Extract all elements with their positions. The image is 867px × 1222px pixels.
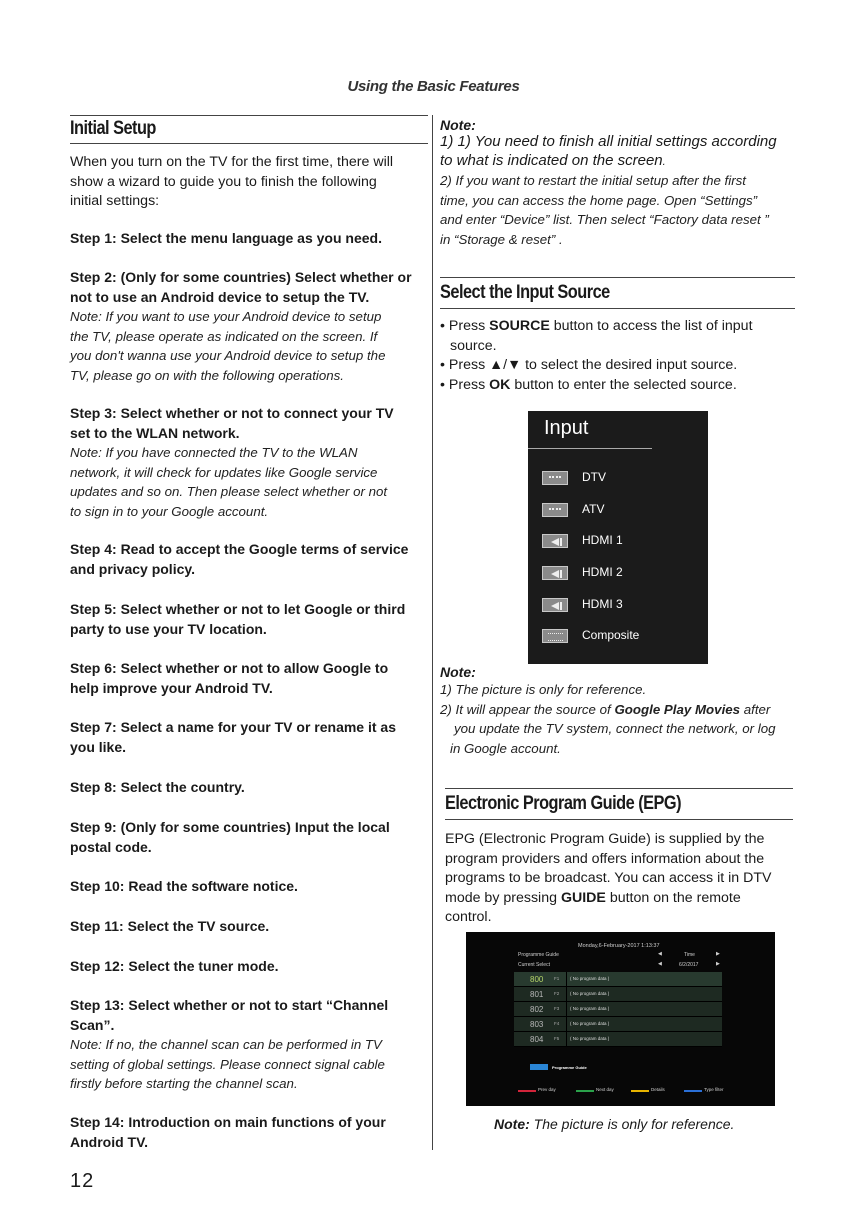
epg-program-text: ( No program data ) bbox=[570, 1036, 610, 1041]
epg-channel-row bbox=[514, 1017, 722, 1032]
menu-item-label: HDMI 1 bbox=[582, 533, 623, 547]
epg-program-text: ( No program data ) bbox=[570, 976, 610, 981]
note-line-google bbox=[440, 700, 840, 720]
epg-channel-row bbox=[514, 1002, 722, 1017]
step-9 bbox=[70, 818, 432, 857]
step-note-line: the TV, please operate as indicated on the screen. If bbox=[70, 328, 378, 344]
epg-row-separator bbox=[566, 1017, 567, 1031]
intro-line: initial settings: bbox=[70, 193, 160, 209]
step-line: Step 7: Select a name for your TV or rename it as bbox=[70, 719, 396, 735]
red-key-icon bbox=[518, 1090, 536, 1092]
step-note-line: firstly before starting the channel scan. bbox=[70, 1076, 298, 1091]
epg-text-line: programs to be broadcast. You can access it in DTV bbox=[445, 870, 772, 886]
step-6 bbox=[70, 659, 432, 698]
note-line: 2) If you want to restart the initial setup after the first bbox=[440, 173, 746, 188]
arrow-right-icon: ▶ bbox=[716, 951, 720, 957]
menu-item-label: Composite bbox=[582, 628, 640, 642]
menu-item-atv bbox=[542, 501, 702, 521]
step-line: Step 10: Read the software notice. bbox=[70, 878, 298, 894]
menu-item-composite bbox=[542, 627, 702, 647]
column-divider bbox=[432, 115, 433, 1150]
epg-next-day-label: Next day bbox=[596, 1087, 614, 1092]
bullet-text: • Press bbox=[440, 318, 490, 334]
note-line: you update the TV system, connect the network, or log bbox=[454, 721, 776, 736]
epg-channel-row bbox=[514, 987, 722, 1002]
epg-channel-key: F3 bbox=[554, 1006, 560, 1011]
epg-rule bbox=[445, 819, 793, 820]
epg-channel-number: 802 bbox=[530, 1005, 544, 1014]
page-header-title: Using the Basic Features bbox=[347, 78, 520, 95]
epg-program-text: ( No program data ) bbox=[570, 1021, 610, 1026]
bullet-arrows: • Press ▲/▼ to select the desired input source. bbox=[440, 357, 738, 373]
intro-line: show a wizard to guide you to finish the following bbox=[70, 173, 377, 190]
bullet-text: • Press bbox=[440, 376, 490, 393]
bullet-text: button to enter the selected source. bbox=[510, 376, 737, 393]
epg-top-rule bbox=[445, 788, 793, 789]
step-note-line: Note: If you want to use your Android device to setup bbox=[70, 309, 382, 324]
step-1 bbox=[70, 229, 382, 249]
step-line: Android TV. bbox=[70, 1133, 149, 1150]
bullet-source bbox=[440, 317, 840, 337]
note-text: The picture is only for reference. bbox=[529, 1116, 735, 1132]
epg-row-separator bbox=[566, 987, 567, 1001]
epg-time-label: Time bbox=[684, 952, 695, 958]
epg-row-separator bbox=[566, 972, 567, 986]
step-10 bbox=[70, 877, 298, 897]
source-tuner-icon bbox=[542, 503, 568, 517]
epg-channel-row bbox=[514, 972, 722, 987]
epg-screen-image bbox=[466, 932, 775, 1106]
composite-icon bbox=[542, 629, 568, 643]
note-line: time, you can access the home page. Open “Settings” bbox=[440, 192, 758, 208]
epg-channel-number: 800 bbox=[530, 975, 544, 984]
note-line-1a: 1) 1) You need to finish all initial settings according bbox=[440, 133, 777, 150]
yellow-key-icon bbox=[631, 1090, 649, 1092]
input-source-rule bbox=[440, 308, 795, 309]
step-4 bbox=[70, 540, 432, 579]
input-source-title: Select the Input Source bbox=[440, 282, 610, 303]
step-note-line: Note: If no, the channel scan can be performed in TV bbox=[70, 1037, 382, 1052]
step-line: Step 5: Select whether or not to let Google or third bbox=[70, 601, 406, 617]
epg-text-line: program providers and offers information about the bbox=[445, 850, 765, 867]
step-line: Scan”. bbox=[70, 1016, 115, 1033]
step-line: Step 13: Select whether or not to start “Channel bbox=[70, 997, 389, 1013]
note-line-1-cont bbox=[440, 152, 850, 172]
note-label: Note: bbox=[440, 117, 476, 133]
epg-type-filter-label: Type filter bbox=[704, 1087, 724, 1092]
epg-tab-label: Programme Guide bbox=[552, 1065, 587, 1070]
epg-text-line: control. bbox=[445, 909, 492, 925]
epg-channel-key: F2 bbox=[554, 991, 560, 996]
menu-item-hdmi3 bbox=[542, 596, 702, 616]
initial-setup-rule bbox=[70, 143, 428, 144]
arrow-right-icon: ▶ bbox=[716, 961, 720, 967]
step-line: Step 4: Read to accept the Google terms of service bbox=[70, 541, 409, 557]
step-line: Step 3: Select whether or not to connect your TV bbox=[70, 405, 394, 421]
step-line: not to use an Android device to setup the TV. bbox=[70, 288, 370, 305]
hdmi-icon bbox=[542, 598, 568, 612]
step-line: set to the WLAN network. bbox=[70, 424, 240, 441]
initial-setup-intro bbox=[70, 153, 432, 212]
step-line: Step 14: Introduction on main functions of your bbox=[70, 1114, 386, 1130]
step-line: Step 11: Select the TV source. bbox=[70, 918, 270, 934]
initial-setup-title: Initial Setup bbox=[70, 118, 156, 139]
input-source-top-rule bbox=[440, 277, 795, 278]
blue-key-icon bbox=[684, 1090, 702, 1092]
bullet-text-cont: source. bbox=[450, 337, 497, 354]
step-note-line: network, it will check for updates like Google service bbox=[70, 464, 378, 480]
step-line: Step 8: Select the country. bbox=[70, 779, 245, 795]
menu-item-label: ATV bbox=[582, 502, 605, 516]
note-text: 2) It will appear the source of bbox=[440, 701, 615, 717]
menu-item-label: DTV bbox=[582, 470, 606, 484]
epg-description bbox=[445, 830, 845, 928]
step-line: and privacy policy. bbox=[70, 560, 196, 577]
bullet-text: button to access the list of input bbox=[549, 318, 753, 334]
menu-item-hdmi2 bbox=[542, 564, 702, 584]
input-source-note bbox=[440, 664, 840, 758]
epg-prev-day-label: Prev day bbox=[538, 1087, 556, 1092]
note-label: Note: bbox=[440, 664, 476, 680]
source-tuner-icon bbox=[542, 471, 568, 485]
note-text: after bbox=[740, 701, 771, 717]
step-line: Step 2: (Only for some countries) Select whether or bbox=[70, 269, 412, 285]
bullet-ok bbox=[440, 376, 840, 396]
ok-key-label: OK bbox=[489, 376, 511, 393]
epg-row-separator bbox=[566, 1032, 567, 1046]
epg-datetime: Monday,6-February-2017 1:13:37 bbox=[578, 943, 660, 949]
note-label: Note: bbox=[494, 1116, 530, 1132]
note-line: in “Storage & reset” . bbox=[440, 231, 563, 247]
step-2 bbox=[70, 268, 432, 385]
note-line-1 bbox=[440, 133, 850, 152]
hdmi-icon bbox=[542, 534, 568, 548]
epg-details-label: Details bbox=[651, 1087, 665, 1092]
epg-channel-row bbox=[514, 1032, 722, 1047]
menu-item-dtv bbox=[542, 469, 702, 489]
epg-text: button on the remote bbox=[605, 889, 741, 906]
input-menu-underline bbox=[528, 448, 652, 449]
step-line: you like. bbox=[70, 738, 127, 755]
epg-channel-number: 804 bbox=[530, 1035, 544, 1044]
intro-line: When you turn on the TV for the first time, there will bbox=[70, 154, 394, 170]
menu-item-hdmi1 bbox=[542, 532, 702, 552]
note-line-1b: to what is indicated on the screen bbox=[440, 151, 663, 169]
epg-date: 6/2/2017 bbox=[679, 962, 699, 968]
step-13 bbox=[70, 996, 432, 1094]
arrow-left-icon: ◀ bbox=[658, 951, 662, 957]
step-5 bbox=[70, 600, 432, 639]
step-note-line: setting of global settings. Please connect signal cable bbox=[70, 1056, 385, 1072]
step-note-line: you don't wanna use your Android device to setup the bbox=[70, 348, 386, 363]
google-play-movies-label: Google Play Movies bbox=[614, 701, 741, 717]
note-line: 1) The picture is only for reference. bbox=[440, 682, 647, 697]
epg-title: Electronic Program Guide (EPG) bbox=[445, 793, 682, 814]
step-line: Step 6: Select whether or not to allow Google to bbox=[70, 660, 389, 676]
hdmi-icon bbox=[542, 566, 568, 580]
epg-image-note bbox=[494, 1116, 734, 1132]
input-menu-image bbox=[528, 411, 708, 664]
epg-text-line bbox=[445, 889, 845, 909]
step-14 bbox=[70, 1113, 432, 1152]
epg-channel-number: 801 bbox=[530, 990, 544, 999]
epg-program-text: ( No program data ) bbox=[570, 991, 610, 996]
epg-text: mode by pressing bbox=[445, 889, 561, 906]
input-source-bullets bbox=[440, 317, 840, 395]
step-7 bbox=[70, 718, 432, 757]
step-note-line: to sign in to your Google account. bbox=[70, 503, 269, 519]
step-11 bbox=[70, 917, 269, 937]
step-note-line: TV, please go on with the following operations. bbox=[70, 367, 344, 383]
menu-item-label: HDMI 2 bbox=[582, 565, 623, 579]
input-menu-title: Input bbox=[544, 417, 589, 439]
epg-channel-key: F4 bbox=[554, 1021, 560, 1026]
page-number: 12 bbox=[70, 1170, 95, 1192]
epg-row-separator bbox=[566, 1002, 567, 1016]
initial-setup-top-rule bbox=[70, 115, 428, 116]
epg-current-select-label: Current Select bbox=[518, 962, 550, 968]
step-note-line: updates and so on. Then please select whether or not bbox=[70, 484, 388, 499]
step-line: Step 1: Select the menu language as you need. bbox=[70, 230, 382, 246]
epg-text-line: EPG (Electronic Program Guide) is supplied by the bbox=[445, 831, 765, 847]
epg-channel-number: 803 bbox=[530, 1020, 544, 1029]
step-line: help improve your Android TV. bbox=[70, 679, 273, 696]
green-key-icon bbox=[576, 1090, 594, 1092]
epg-tab-indicator bbox=[530, 1064, 548, 1070]
step-8 bbox=[70, 778, 245, 798]
step-line: party to use your TV location. bbox=[70, 620, 267, 637]
epg-channel-key: F5 bbox=[554, 1036, 560, 1041]
step-12 bbox=[70, 957, 279, 977]
arrow-left-icon: ◀ bbox=[658, 961, 662, 967]
note-line-1c: . bbox=[662, 155, 666, 168]
source-key-label: SOURCE bbox=[489, 318, 550, 334]
step-line: postal code. bbox=[70, 838, 152, 855]
guide-key-label: GUIDE bbox=[560, 889, 606, 906]
note-line: in Google account. bbox=[450, 740, 561, 756]
initial-setup-note bbox=[440, 117, 850, 249]
note-line: and enter “Device” list. Then select “Factory data reset ” bbox=[440, 212, 769, 227]
epg-program-text: ( No program data ) bbox=[570, 1006, 610, 1011]
step-line: Step 9: (Only for some countries) Input the local bbox=[70, 819, 390, 835]
step-note-line: Note: If you have connected the TV to the WLAN bbox=[70, 445, 358, 460]
menu-item-label: HDMI 3 bbox=[582, 597, 623, 611]
epg-channel-key: F1 bbox=[554, 976, 560, 981]
step-3 bbox=[70, 404, 432, 521]
step-line: Step 12: Select the tuner mode. bbox=[70, 958, 279, 974]
epg-programme-guide-label: Programme Guide bbox=[518, 952, 559, 958]
